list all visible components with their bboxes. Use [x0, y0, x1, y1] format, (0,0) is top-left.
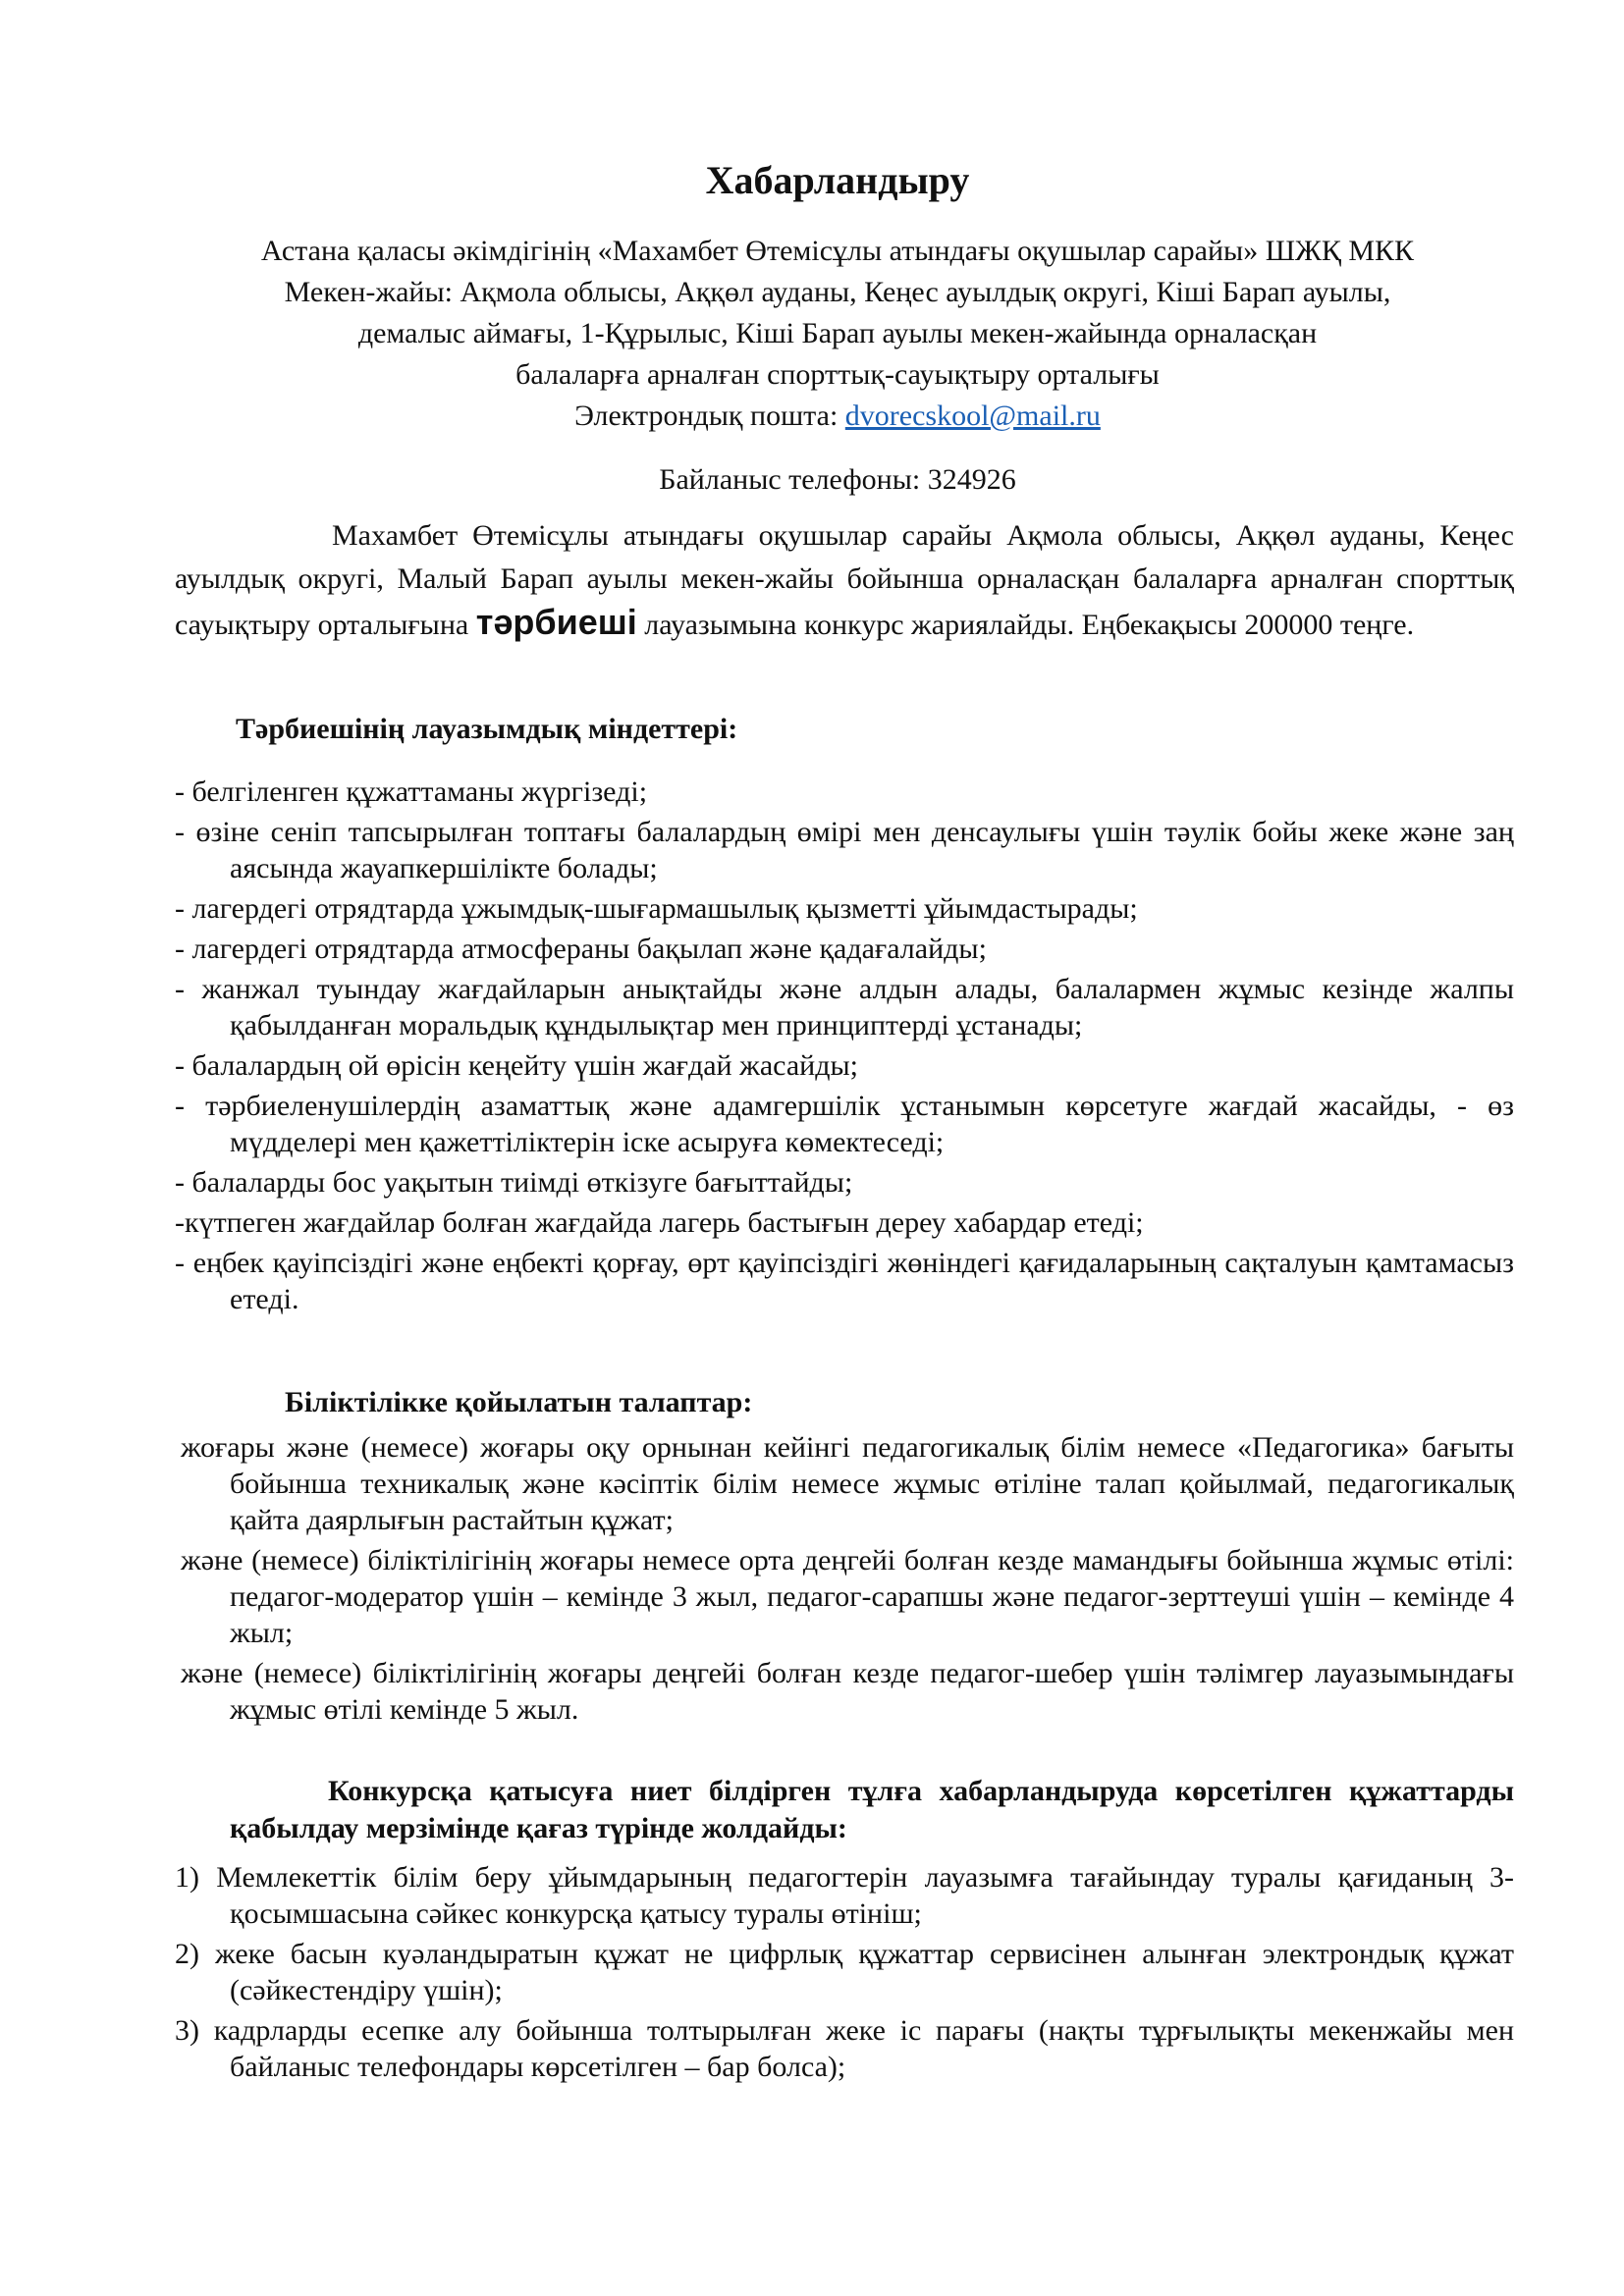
- requirements-heading: Біліктілікке қойылатын талаптар:: [285, 1386, 753, 1418]
- list-item: 1) Мемлекеттік білім беру ұйымдарының педагогтерін лауазымға тағайындау туралы қағиданың 3- қосымшасына сәйкес конкурсқа қатысу туралы өтініш;: [175, 1861, 1514, 1930]
- intro-text: Махамбет Өтемісұлы атындағы оқушылар сарайы Ақмола облысы, Аққөл ауданы, Кеңес ауылдық округі, Малый Барап ауылы мекен-жайы бойынша орналасқан балаларға арналған спорттық сауықтыру орталығына: [175, 519, 1514, 641]
- documents-heading: Конкурсқа қатысуға ниет білдірген тұлға хабарландыруда көрсетілген құжаттарды қабылдау мерзімінде қағаз түрінде жолдайды:: [230, 1775, 1514, 1844]
- org-line: Астана қаласы әкімдігінің «Махамбет Өтемісұлы атындағы оқушылар сарайы» ШЖҚ МКК: [260, 235, 1415, 267]
- list-item: 3) кадрларды есепке алу бойынша толтырылған жеке іс парағы (нақты тұрғылықты мекенжайы мен байланыс телефондары көрсетілген – бар болса);: [175, 2014, 1514, 2083]
- list-item: 2) жеке басын куәландыратын құжат не цифрлық құжаттар сервисінен алынған электрондық құжат (сәйкестендіру үшін);: [175, 1938, 1514, 2006]
- email-link[interactable]: dvorecskool@mail.ru: [844, 400, 1101, 432]
- document-title: Хабарландыру: [705, 158, 970, 202]
- list-item: - тәрбиеленушілердің азаматтық және адамгершілік ұстанымын көрсетуге жағдай жасайды, - өз мүдделері мен қажеттіліктерін іске асыруға көмектеседі;: [175, 1090, 1514, 1158]
- list-item: және (немесе) біліктілігінің жоғары деңгейі болған кезде педагог-шебер үшін тәлімгер лауазымындағы жұмыс өтілі кемінде 5 жыл.: [181, 1657, 1514, 1726]
- list-item: - лагердегі отрядтарда ұжымдық-шығармашылық қызметті ұйымдастырады;: [175, 892, 1138, 925]
- address-line: балаларға арналған спорттық-сауықтыру орталығы: [515, 358, 1160, 391]
- phone-line: Байланыс телефоны: 324926: [659, 463, 1016, 496]
- list-item: - балалардың ой өрісін кеңейту үшін жағдай жасайды;: [175, 1049, 858, 1082]
- list-item: жоғары және (немесе) жоғары оқу орнынан кейінгі педагогикалық білім немесе «Педагогика» бағыты бойынша техникалық және кәсіптік білім немесе жұмыс өтіліне талап қойылмай, педагогикалық қайта даярлығын растайтын құжат;: [181, 1431, 1514, 1536]
- list-item: - өзіне сеніп тапсырылған топтағы балалардың өмірі мен денсаулығы үшін тәулік бойы жеке және заң аясында жауапкершілікте болады;: [175, 816, 1514, 884]
- documents-list: [175, 1859, 1514, 2089]
- intro-text-end: лауазымына конкурс жариялайды. Еңбекақысы 200000 теңге.: [636, 609, 1415, 641]
- address-line: Мекен-жайы: Ақмола облысы, Аққөл ауданы, Кеңес ауылдық округі, Кіші Барап ауылы,: [284, 276, 1391, 308]
- list-item: және (немесе) біліктілігінің жоғары немесе орта деңгейі болған кезде мамандығы бойынша жұмыс өтілі: педагог-модератор үшін – кемінде 3 жыл, педагог-сарапшы және педагог-зерттеуші үшін – кемінде 4 жыл;: [181, 1544, 1514, 1649]
- duties-heading: Тәрбиешінің лауазымдық міндеттері:: [236, 713, 738, 745]
- list-item: - лагердегі отрядтарда атмосфераны бақылап және қадағалайды;: [175, 933, 987, 965]
- email-label: Электрондық пошта:: [574, 400, 845, 432]
- address-line: демалыс аймағы, 1-Құрылыс, Кіші Барап ауылы мекен-жайында орналасқан: [357, 317, 1318, 349]
- requirements-list: [175, 1429, 1514, 1732]
- list-item: - жанжал туындау жағдайларын анықтайды және алдын алады, балалармен жұмыс кезінде жалпы қабылданған моральдық құндылықтар мен принциптерді ұстанады;: [175, 973, 1514, 1041]
- duties-list: [175, 774, 1514, 1321]
- list-item: -күтпеген жағдайлар болған жағдайда лагерь бастығын дереу хабардар етеді;: [175, 1206, 1144, 1239]
- list-item: - белгіленген құжаттаманы жүргізеді;: [175, 775, 648, 808]
- list-item: - еңбек қауіпсіздігі және еңбекті қорғау, өрт қауіпсіздігі жөніндегі қағидаларының сақталуын қамтамасыз етеді.: [175, 1247, 1514, 1315]
- position-title: тәрбиеші: [475, 602, 637, 642]
- list-item: - балаларды бос уақытын тиімді өткізуге бағыттайды;: [175, 1166, 853, 1199]
- intro-paragraph: [175, 514, 1514, 647]
- email-line: [0, 398, 1624, 434]
